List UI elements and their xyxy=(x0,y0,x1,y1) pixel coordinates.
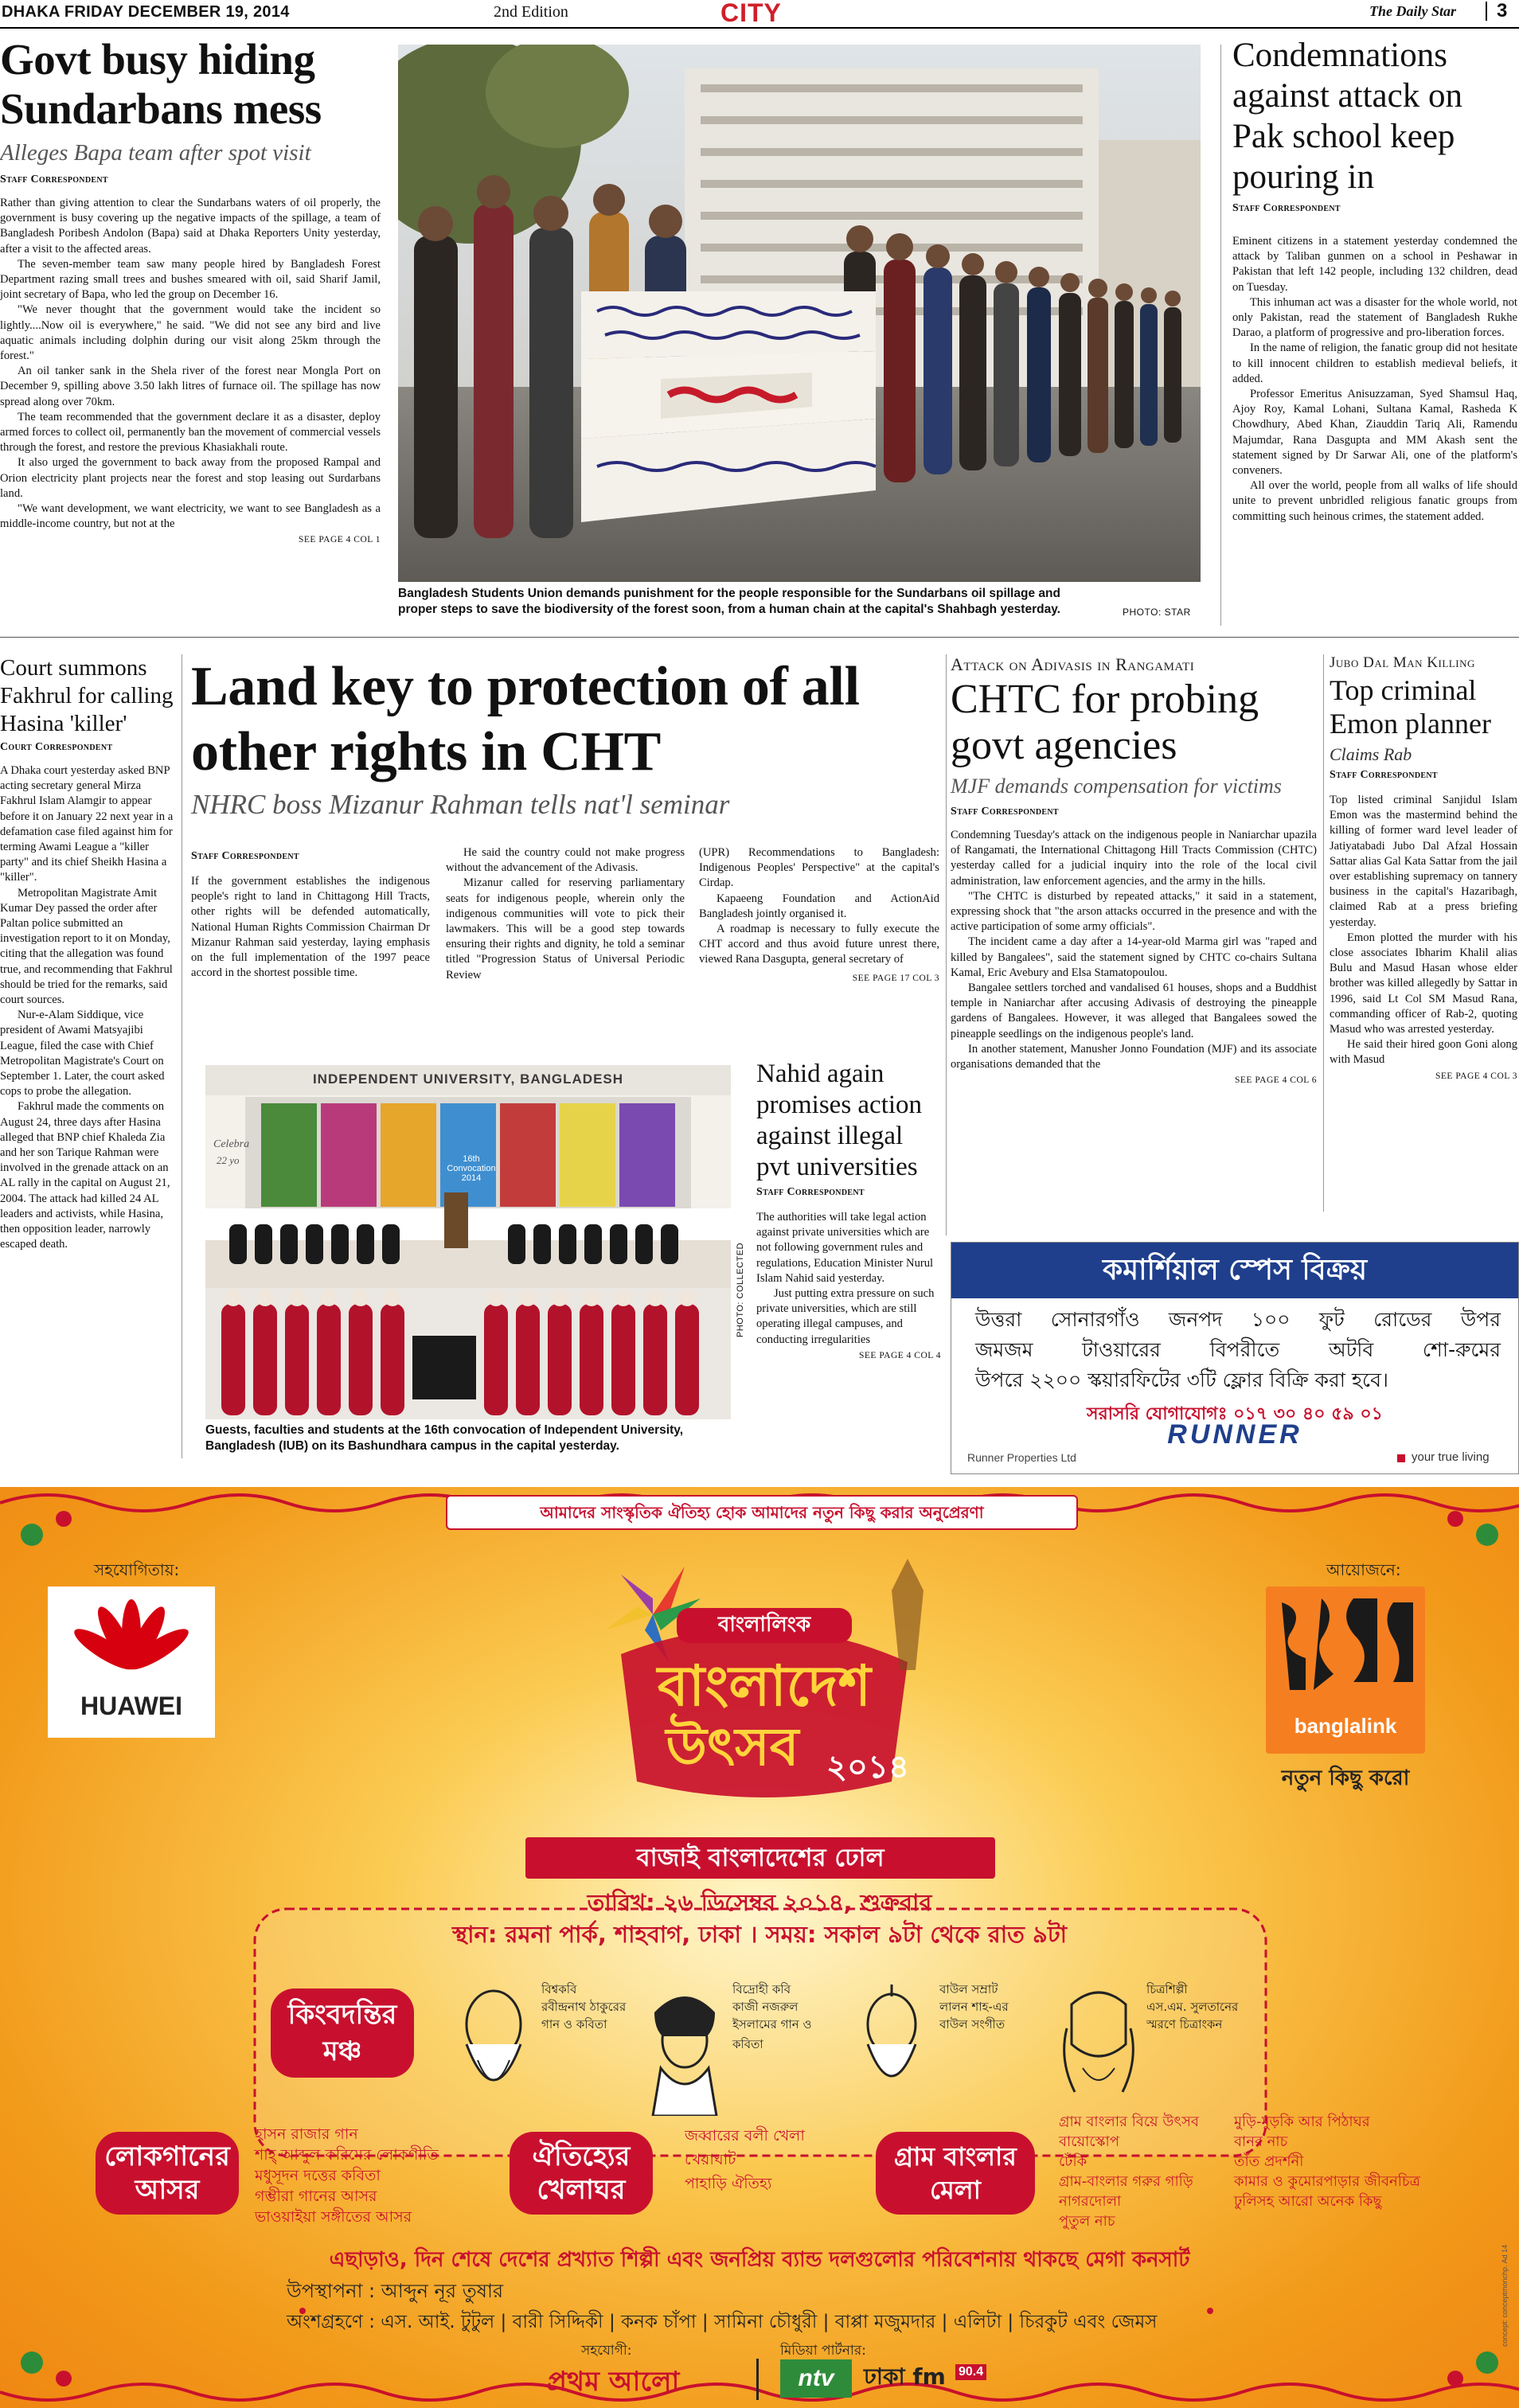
byline: Staff Correspondent xyxy=(756,1186,865,1198)
kingbadanti-title: কিংবদন্তির মঞ্চ xyxy=(271,1988,414,2078)
paragraph: Just putting extra pressure on such private universities, which are still operating illegal campuses, and conducting irregularities xyxy=(756,1287,935,1346)
see-page-link[interactable]: SEE PAGE 4 COL 1 xyxy=(299,535,381,545)
list-item: বানর নাচ xyxy=(1234,2133,1288,2150)
subhead: MJF demands compensation for victims xyxy=(951,775,1282,798)
list-item: ঢেঁকি xyxy=(1059,2153,1088,2170)
story-pak-school xyxy=(1232,35,1517,525)
list-item: মধুসূদন দত্তের কবিতা xyxy=(255,2167,381,2184)
byline: Court Correspondent xyxy=(0,741,113,753)
ad-tagline: your true living xyxy=(1412,1450,1490,1464)
ad-festival[interactable] xyxy=(0,1487,1519,2408)
section-rule xyxy=(0,637,1519,638)
photo-credit: PHOTO: STAR xyxy=(1123,607,1191,618)
column-rule xyxy=(1220,45,1221,626)
legend-desc: স্মরণে চিত্রাংকন xyxy=(1146,2017,1223,2031)
zone-folk-list xyxy=(255,2124,439,2227)
list-item: গ্রাম-বাংলার গরুর গাড়ি xyxy=(1059,2173,1193,2190)
list-item: খেয়াঘাট xyxy=(685,2151,736,2168)
byline: Staff Correspondent xyxy=(191,850,299,862)
zone-village-list-a xyxy=(1059,2112,1199,2231)
concert-line: এছাড়াও, দিন শেষে দেশের প্রখ্যাত শিল্পী এবং জনপ্রিয় ব্যান্ড দলগুলোর পরিবেশনায় থাকছে মেগা কনসার্ট xyxy=(329,2248,1190,2272)
performer: এলিটা xyxy=(953,2312,1002,2332)
top-banner: আমাদের সাংস্কৃতিক ঐতিহ্য হোক আমাদের নতুন কিছু করার অনুপ্রেরণা xyxy=(446,1495,1078,1530)
story-court-summons xyxy=(0,654,177,1253)
legend-desc: গান ও কবিতা xyxy=(541,2017,607,2031)
legend-sultan xyxy=(1051,1965,1258,2124)
paragraph: In the name of religion, the fanatic group did not hesitate to kill innocent children to establish medieval beliefs, it added. xyxy=(1232,341,1517,385)
prothom-alo-logo: প্রথম আলো xyxy=(546,2366,680,2398)
paragraph: Rather than giving attention to clear the Sundarbans waters of oil properly, the government is busy covering up the negative impacts of the spillage, a team of Bangladesh Poribesh Andolon (Bapa) said at Dhaka Reporters Unity yesterday, after a visit to the affected areas. xyxy=(0,197,381,256)
list-item: কামার ও কুমোরপাড়ার জীবনচিত্র xyxy=(1234,2173,1420,2190)
legend-title: বাউল সম্রাট xyxy=(939,1982,998,1996)
convocation-photo-illustration xyxy=(205,1065,731,1419)
zone-folk-title: লোকগানের আসর xyxy=(96,2132,239,2215)
subhead: Claims Rab xyxy=(1330,744,1412,764)
story-body xyxy=(1330,793,1517,1068)
ad-company: Runner Properties Ltd xyxy=(967,1451,1076,1464)
story-body xyxy=(1232,234,1517,525)
paragraph: The seven-member team saw many people hired by Bangladesh Forest Department razing small trees and bushes smeared with oil, said Sharif Jamil, joint secretary of Bapa, who led the group on December 16. xyxy=(0,257,381,302)
huawei-petals-icon xyxy=(48,1586,215,1690)
story-body-col3 xyxy=(699,845,939,986)
portrait-tagore-icon xyxy=(446,1981,541,2116)
section-name: CITY xyxy=(720,0,782,27)
page-divider xyxy=(1486,2,1487,21)
zone-heritage-title: ঐতিহ্যের খেলাঘর xyxy=(510,2132,653,2215)
story-body xyxy=(951,828,1317,1072)
paragraph: The authorities will take legal action against private universities which are not following government rules and regulations, Education Minister Nurul Islam Nahid said yesterday. xyxy=(756,1211,934,1285)
ad-contact: সরাসরি যোগাযোগঃ ০১৭ ৩০ ৪০ ৫৯ ০১ xyxy=(1087,1404,1383,1424)
see-page-link[interactable]: SEE PAGE 4 COL 6 xyxy=(1235,1075,1317,1086)
ad-title: কমার্শিয়াল স্পেস বিক্রয় xyxy=(951,1243,1518,1298)
list-item: ভাওয়াইয়া সঙ্গীতের আসর xyxy=(255,2208,412,2226)
event-date: তারিখ: ২৬ ডিসেম্বর ২০১৪, শুক্রবার xyxy=(587,1889,932,1916)
festival-logo-top: বাংলালিংক xyxy=(677,1608,852,1643)
performer: এস. আই. টুটুল xyxy=(381,2312,495,2332)
ntv-logo: ntv xyxy=(780,2359,852,2398)
paragraph: Bangalee settlers torched and vandalised 61 houses, shops and a Buddhist temple in Naniarchar after accusing Adivasis of destroying the pineapple gardens of Bangalees. However, it was alleged that Bangalees sowed the pineapple seedlings on the indigenous people's land. xyxy=(951,982,1317,1040)
paragraph: A roadmap is necessary to fully execute the CHT accord and thus avoid future unrest there, viewed Rana Dasgupta, general secretary of xyxy=(699,923,939,966)
dhaka-fm-frequency: 90.4 xyxy=(955,2364,986,2380)
story-body xyxy=(0,763,177,1253)
ad-runner[interactable] xyxy=(951,1242,1519,1474)
legend-title: চিত্রশিল্পী xyxy=(1146,1982,1188,1996)
legend-name: রবীন্দ্রনাথ ঠাকুরের xyxy=(541,2000,627,2014)
ad-line: উত্তরা সোনারগাঁও জনপদ ১০০ ফুট রোডের উপর xyxy=(975,1308,1501,1331)
banner-text: INDEPENDENT UNIVERSITY, BANGLADESH xyxy=(312,1071,624,1087)
festival-logo-year: ২০১৪ xyxy=(826,1749,909,1786)
festival-logo xyxy=(557,1543,971,1829)
byline: Staff Correspondent xyxy=(1232,202,1341,214)
headline[interactable]: Court summons Fakhrul for calling Hasina 'killer' xyxy=(0,655,174,736)
sponsor-divider xyxy=(756,2359,759,2400)
zone-heritage-list xyxy=(685,2124,805,2195)
story-emon xyxy=(1330,654,1517,1081)
subhead: Alleges Bapa team after spot visit xyxy=(0,140,311,166)
headline[interactable]: Condemnations against attack on Pak school keep pouring in xyxy=(1232,37,1462,196)
list-item: শাহ্ আব্দুল করিমের লোকগীতি xyxy=(255,2146,439,2164)
festival-logo-title: বাংলাদেশ xyxy=(657,1653,872,1719)
tagline-swoosh xyxy=(1397,1454,1405,1462)
paragraph: Top listed criminal Sanjidul Islam Emon was the mastermind behind the killing of former ward level leader of Jatiyatabadi Jubo Dal Afzal Hossain Sattar alias Gal Kata Sattar from the jail over establishing supremacy on tannery business in the capital's Hazaribagh, claimed Rab at a press briefing yesterday. xyxy=(1330,794,1517,929)
event-venue: স্থান: রমনা পার্ক, শাহবাগ, ঢাকা । সময়: সকাল ৯টা থেকে রাত ৯টা xyxy=(451,1921,1068,1948)
list-item: বায়োস্কোপ xyxy=(1059,2133,1119,2150)
years-text: 22 yo xyxy=(217,1154,240,1166)
photo-convocation xyxy=(205,1065,731,1419)
paragraph: Mizanur called for reserving parliamentary seats for indigenous people, wherein only the indigenous communities will vote to pick their lawmakers. This will be a good step towards ensuring their rights and dignity, he told a seminar titled "Progression Status of Universal Periodic Review xyxy=(446,876,685,982)
paragraph: Fakhrul made the comments on August 24, three days after Hasina alleged that BNP chief Khaleda Zia and her son Tarique Rahman were involved in the grenade attack on an AL rally in the capital on August 21, 2004. The attack had killed 24 AL leaders and activists, while Hasina, then opposition leader, narrowly escaped death. xyxy=(0,1100,170,1251)
huawei-logo xyxy=(48,1586,215,1738)
sponsor-label: সহযোগিতায়: xyxy=(94,1560,180,1579)
byline: Staff Correspondent xyxy=(1330,769,1438,781)
byline: Staff Correspondent xyxy=(951,806,1059,818)
legend-desc: ইসলামের গান ও কবিতা xyxy=(732,2017,812,2051)
list-item: পুতুল নাচ xyxy=(1059,2213,1115,2230)
headline[interactable]: Top criminal Emon planner xyxy=(1330,674,1491,740)
legend-title: বিশ্বকবি xyxy=(541,1982,577,1996)
list-item: ঢুলিসহ আরো অনেক কিছু xyxy=(1234,2193,1382,2210)
photo-human-chain xyxy=(398,45,1201,582)
dateline: DHAKA FRIDAY DECEMBER 19, 2014 xyxy=(2,3,290,21)
paragraph: "We never thought that the government would take the incident so lightly....Now oil is everywhere," he said. "We did not see any bird and live aquatic animals including dolphin during our visit along 25km through the forest." xyxy=(0,303,381,363)
paragraph: A Dhaka court yesterday asked BNP acting secretary general Mirza Fakhrul Islam Alamgir to appear before it on January 22 next year in a defamation case filed against him for terming Awami League a "killer party" and its chief Sheikh Hasina a "killer". xyxy=(0,764,174,884)
festival-logo-subtitle: উৎসব xyxy=(666,1716,799,1778)
co-sponsor-label: সহযোগী: xyxy=(581,2343,632,2359)
performer: বাপ্পা মজুমদার xyxy=(834,2312,936,2332)
headline[interactable]: CHTC for probing govt agencies xyxy=(951,677,1259,768)
list-item: গ্রাম বাংলার বিয়ে উৎসব xyxy=(1059,2113,1199,2130)
paragraph: He said the country could not make progress without the advancement of the Adivasis. xyxy=(446,846,685,875)
portrait-sultan-icon xyxy=(1051,1981,1146,2116)
zone-village-list-b xyxy=(1234,2112,1473,2211)
paragraph: All over the world, people from all walks of life should unite to prevent unbridled religious fanatic groups from committing such heinous crimes, the statement added. xyxy=(1232,479,1517,523)
story-land-key xyxy=(191,654,939,822)
see-page-link[interactable]: SEE PAGE 4 COL 3 xyxy=(1435,1071,1517,1081)
legend-name: লালন শাহ-এর xyxy=(939,2000,1009,2014)
list-item: মুড়ি-মুড়কি আর পিঠাঘর xyxy=(1234,2113,1370,2130)
side-credit: concept: conceptmonchp. Ad 14 xyxy=(1501,2244,1509,2347)
list-item: পাহাড়ি ঐতিহ্য xyxy=(685,2175,772,2192)
ad-body xyxy=(975,1305,1501,1395)
performers-line: অংশগ্রহণে : এস. আই. টুটুল | বারী সিদ্দিকী | কনক চাঁপা | সামিনা চৌধুরী | বাপ্পা মজুমদার | এলিটা | চিরকুট এবং জেমস xyxy=(287,2312,1158,2332)
banglalink-logo xyxy=(1266,1586,1425,1754)
legend-name: কাজী নজরুল xyxy=(732,2000,799,2014)
ad-line: জমজম টাওয়ারের বিপরীতে অটবি শো-রুমের xyxy=(975,1338,1501,1361)
paragraph: Metropolitan Magistrate Amit Kumar Dey passed the order after Paltan police submitted an investigation report to it on Monday, citing that the allegation was found true, and recommending that Fakhrul should be tried for the remarks, said court sources. xyxy=(0,886,173,1007)
story-body xyxy=(756,1210,941,1348)
see-page-link[interactable]: SEE PAGE 4 COL 4 xyxy=(859,1350,941,1360)
portrait-nazrul-icon xyxy=(637,1981,732,2116)
runner-logo: RUNNER xyxy=(1167,1419,1302,1450)
portrait-lalon-icon xyxy=(844,1981,939,2116)
huawei-wordmark: HUAWEI xyxy=(80,1692,182,1720)
photo-caption: Guests, faculties and students at the 16th convocation of Independent University, Bangladesh (IUB) on its Bashundhara campus in the capital yesterday. xyxy=(205,1423,684,1453)
performers-label: অংশগ্রহণে : xyxy=(287,2312,375,2332)
paragraph: It also urged the government to back away from the proposed Rampal and Orion electricity plant projects near the forest and stop leasing out Surdarbans land. xyxy=(0,456,381,500)
host-line: উপস্থাপনা : আব্দুন নূর তুষার xyxy=(287,2280,504,2302)
list-item: গম্ভীরা গানের আসর xyxy=(255,2187,377,2205)
celebrate-text: Celebra xyxy=(213,1138,250,1150)
legend-title: বিদ্রোহী কবি xyxy=(732,1982,791,1996)
list-item: হাসন রাজার গান xyxy=(255,2125,358,2143)
paragraph: (UPR) Recommendations to Bangladesh: Indigenous Peoples' Perspective" at the capital's Cirdap. xyxy=(699,846,939,890)
paragraph: Emon plotted the murder with his close associates Ibharim Khalil alias Bulu and Masud Hasan whose elder brother was killed allegedly by Sattar in 1996, said Lt Col SM Masud Rana, commanding officer of Rab-2, quoting Masud who was arrested yesterday. xyxy=(1330,931,1517,1036)
paragraph: In another statement, Manusher Jonno Foundation (MJF) and its associate organisations demanded that the xyxy=(951,1042,1317,1071)
story-chtc xyxy=(951,654,1317,1085)
paragraph: Professor Emeritus Anisuzzaman, Syed Shamsul Haq, Ajoy Roy, Kamal Lohani, Sultana Kamal, Rasheda K Chowdhury, Abed Khan, Ziauddin Tariq Ali, Ramendu Majumdar, Rana Dasgupta and MM Akash sent the statement signed by Dr Sarwar Ali, one of the platform's conveners. xyxy=(1232,388,1517,478)
paragraph: Nur-e-Alam Siddique, vice president of Awami Matsyajibi League, filed the case with Chief Metropolitan Magistrate's Court on September 1. Later, the court asked cops to probe the allegation. xyxy=(0,1009,165,1099)
story-body-col1: If the government establishes the indigenous people's right to land in Chittagong Hill Tracts, other rights will be defended automatically, National Human Rights Commission Chairman Dr Mizanur Rahman said yesterday, laying emphasis on the full implementation of the 1997 peace accord in the shortest possible time. xyxy=(191,875,430,980)
dhaka-fm-logo: ঢাকা fm xyxy=(864,2363,946,2390)
legend-name: এস.এম. সুলতানের xyxy=(1146,2000,1239,2014)
paragraph: "The CHTC is disturbed by repeated attacks," it said in a statement, expressing shock that "the arson attacks occurred in the presence and with the active participation of some army officials". xyxy=(951,889,1317,934)
performer: কনক চাঁপা xyxy=(621,2312,697,2332)
story-sundarbans xyxy=(0,35,381,544)
photo-caption: Bangladesh Students Union demands punishment for the people responsible for the Sundarbans oil spillage and proper steps to save the biodiversity of the forest soon, from a human chain at the capital's Shahbagh yesterday. xyxy=(398,587,1060,616)
legend-lalon xyxy=(844,1965,1051,2124)
headline[interactable]: Govt busy hiding Sundarbans mess xyxy=(0,35,322,133)
banglalink-wordmark: banglalink xyxy=(1294,1714,1397,1738)
performer: বারী সিদ্দিকী xyxy=(512,2312,603,2332)
kicker: Attack on Adivasis in Rangamati xyxy=(951,654,1195,674)
story-body xyxy=(0,196,381,532)
paragraph: An oil tanker sank in the Shela river of the forest near Mongla Port on December 9, spilling above 3.50 lakh litres of furnace oil. The spillage has now spread along over 70km. xyxy=(0,365,381,408)
zone-village-title: গ্রাম বাংলার মেলা xyxy=(876,2132,1035,2215)
see-page-link[interactable]: SEE PAGE 17 COL 3 xyxy=(852,973,939,983)
list-item: নাগরদোলা xyxy=(1059,2193,1122,2210)
paragraph: This inhuman act was a disaster for the whole world, not only Pakistan, read the statement of Bangladesh Rukhe Darao, a platform of progressive and pro-liberation forces. xyxy=(1232,295,1517,340)
story-body-col2 xyxy=(446,845,685,983)
photo-credit: PHOTO: COLLECTED xyxy=(736,1242,745,1337)
story-nahid xyxy=(756,1059,941,1360)
paragraph: Kapaeeng Foundation and ActionAid Bangladesh jointly organised it. xyxy=(699,892,939,920)
column-rule xyxy=(1323,654,1324,1212)
kicker: Jubo Dal Man Killing xyxy=(1330,654,1475,671)
performer: চিরকুট এবং জেমস xyxy=(1019,2312,1158,2332)
paragraph: Eminent citizens in a statement yesterday condemned the attack by Taliban gunmen on a school in Peshawar in Pakistan that left 142 people, including 132 children, dead on Tuesday. xyxy=(1232,235,1517,294)
paragraph: The team recommended that the government declare it as a disaster, deploy armed forces to collect oil, permanently ban the movement of commercial vessels through the forest, and restore the previous Khasiakhali route. xyxy=(0,410,381,455)
paper-name: The Daily Star xyxy=(1369,3,1457,19)
column-rule xyxy=(946,654,947,1235)
paragraph: "We want development, we want electricity, we want to see Bangladesh as a middle-income country, but not at the xyxy=(0,502,381,531)
page-number: 3 xyxy=(1497,0,1508,21)
byline: Staff Correspondent xyxy=(0,174,108,185)
theme-ribbon: বাজাই বাংলাদেশের ঢোল xyxy=(525,1837,995,1879)
masthead-rule xyxy=(0,27,1519,29)
stage-text: 16th Convocation 2014 xyxy=(447,1154,496,1183)
paragraph: Condemning Tuesday's attack on the indigenous people in Naniarchar upazila of Rangamati, the International Chittagong Hill Tracts Commission (CHTC) yesterday called for a judicial inquiry into the role of the local civil administration, law enforcement agencies, and the army in the hills. xyxy=(951,829,1317,888)
legend-desc: বাউল সংগীত xyxy=(939,2017,1006,2031)
legend-nazrul xyxy=(637,1965,844,2124)
human-chain-photo-illustration xyxy=(398,45,1201,582)
headline[interactable]: Land key to protection of all other rights in CHT xyxy=(191,656,860,783)
paragraph: He said their hired goon Goni along with Masud xyxy=(1330,1038,1517,1067)
headline[interactable]: Nahid again promises action against illegal pvt universities xyxy=(756,1060,923,1181)
kingbadanti-logo xyxy=(271,1965,414,2092)
ad-line: উপরে ২২০০ স্কয়ারফিটের ৩টি ফ্লোর বিক্রি করা হবে। xyxy=(975,1368,1388,1391)
paragraph: The incident came a day after a 14-year-old Marma girl was "raped and killed by Bangalees", said the statement signed by CHTC co-chairs Sultana Kamal, Eric Avebury and Elsa Stamatopoulou. xyxy=(951,935,1317,979)
performer: সামিনা চৌধুরী xyxy=(713,2312,818,2332)
organizer-slogan: নতুন কিছু করো xyxy=(1281,1766,1410,1790)
media-partner-label: মিডিয়া পার্টনার: xyxy=(780,2343,866,2359)
organizer-label: আয়োজনে: xyxy=(1326,1560,1401,1579)
legend-tagore xyxy=(446,1965,653,2124)
subhead: NHRC boss Mizanur Rahman tells nat'l seminar xyxy=(191,789,730,820)
tiger-stripes-icon xyxy=(1266,1586,1425,1706)
edition: 2nd Edition xyxy=(494,3,568,21)
list-item: তাঁত প্রদর্শনী xyxy=(1234,2153,1304,2170)
list-item: জব্বারের বলী খেলা xyxy=(685,2127,805,2145)
